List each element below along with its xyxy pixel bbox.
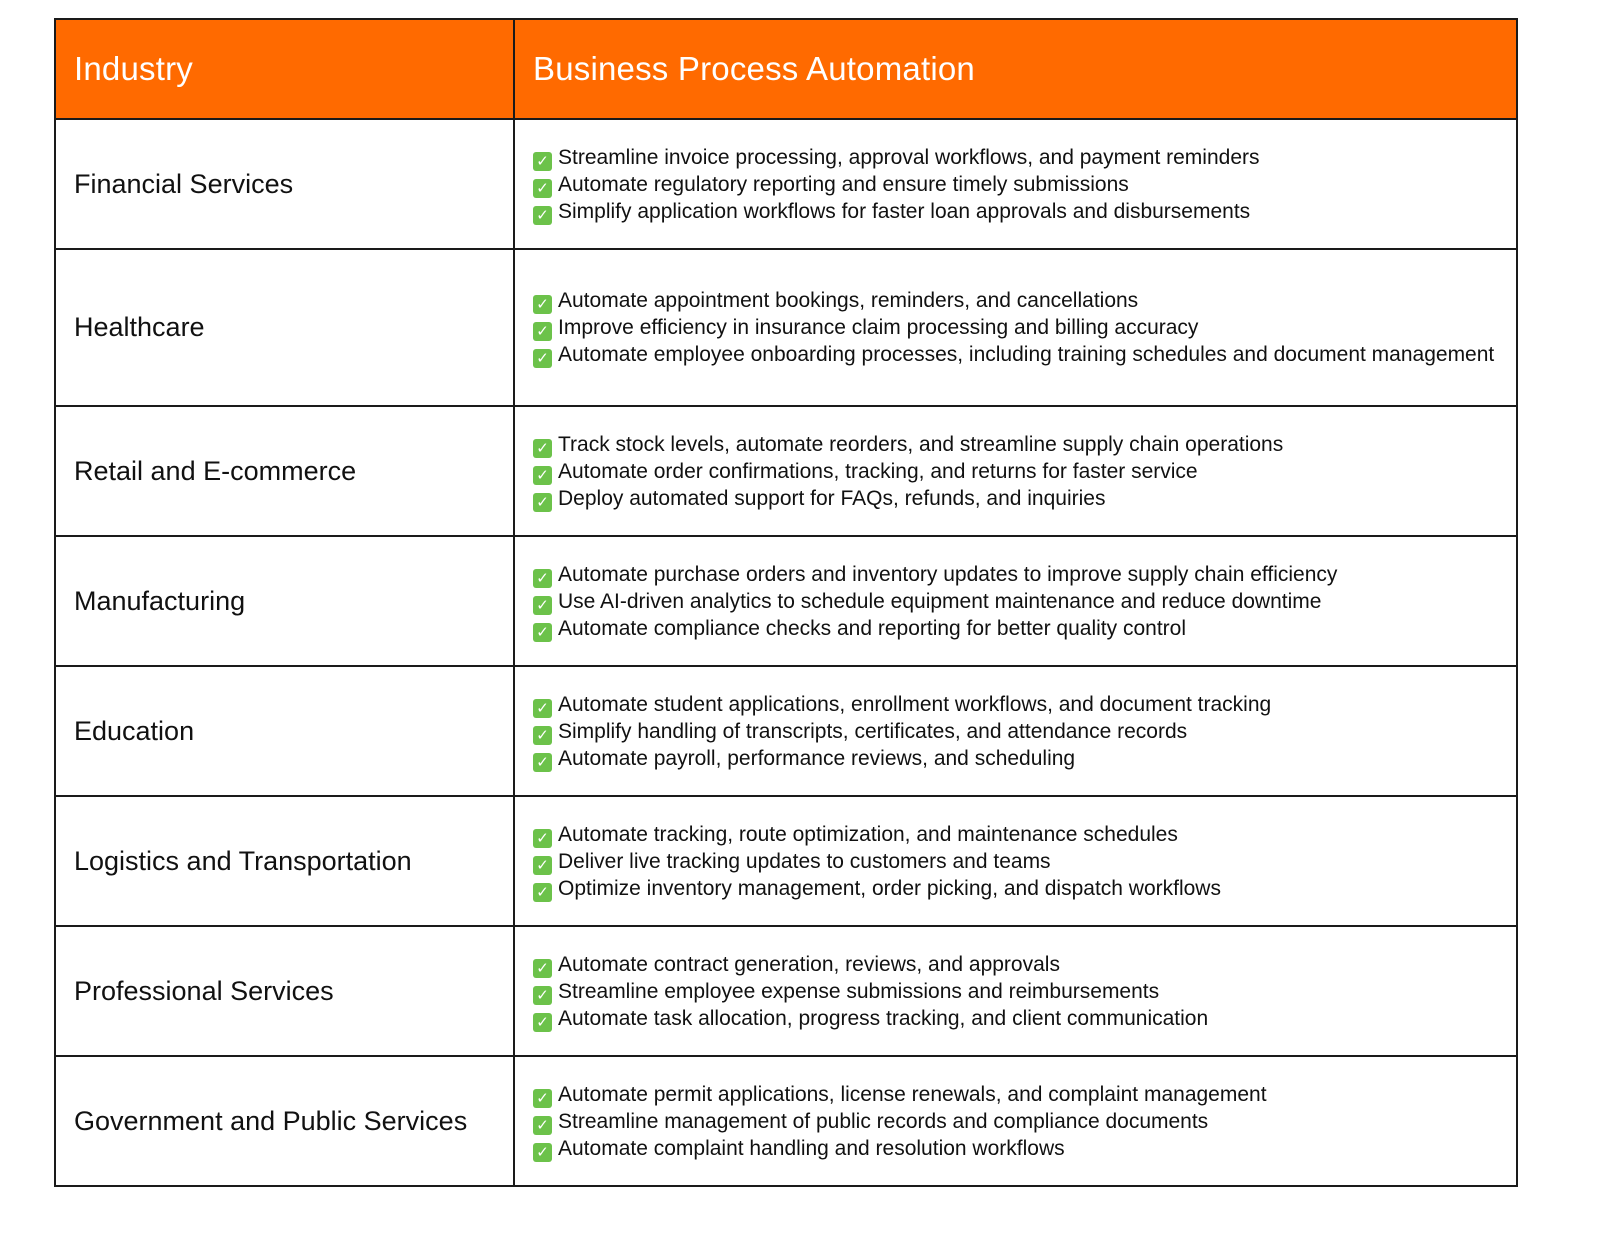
table-row	[55, 926, 1517, 1056]
item-text: Automate tracking, route optimization, and maintenance schedules	[558, 822, 1178, 846]
automation-cell	[514, 1056, 1517, 1186]
automation-cell	[514, 536, 1517, 666]
list-item	[533, 1081, 1498, 1108]
item-text: Automate contract generation, reviews, and approvals	[558, 952, 1060, 976]
automation-cell	[514, 119, 1517, 249]
industry-cell: Financial Services	[55, 119, 514, 249]
table-row	[55, 1056, 1517, 1186]
check-mark-icon: ✓	[533, 179, 552, 198]
table-body	[55, 119, 1517, 1186]
item-text: Automate purchase orders and inventory updates to improve supply chain efficiency	[558, 562, 1338, 586]
item-text: Streamline employee expense submissions and reimbursements	[558, 979, 1160, 1003]
table-row	[55, 119, 1517, 249]
item-text: Automate payroll, performance reviews, and scheduling	[558, 746, 1076, 770]
item-text: Track stock levels, automate reorders, and streamline supply chain operations	[558, 432, 1284, 456]
check-mark-icon: ✓	[533, 1116, 552, 1135]
list-item	[533, 1005, 1498, 1032]
item-text: Optimize inventory management, order picking, and dispatch workflows	[558, 876, 1221, 900]
check-mark-icon: ✓	[533, 623, 552, 642]
item-text: Automate permit applications, license renewals, and complaint management	[558, 1082, 1267, 1106]
list-item	[533, 821, 1498, 848]
check-mark-icon: ✓	[533, 883, 552, 902]
industry-automation-table	[54, 18, 1518, 1187]
item-text: Deliver live tracking updates to customers and teams	[558, 849, 1051, 873]
item-text: Automate compliance checks and reporting for better quality control	[558, 616, 1187, 640]
check-mark-icon: ✓	[533, 206, 552, 225]
item-text: Automate regulatory reporting and ensure timely submissions	[558, 172, 1129, 196]
check-mark-icon: ✓	[533, 1013, 552, 1032]
check-mark-icon: ✓	[533, 596, 552, 615]
list-item	[533, 978, 1498, 1005]
check-mark-icon: ✓	[533, 439, 552, 458]
table-row	[55, 666, 1517, 796]
item-text: Automate order confirmations, tracking, and returns for faster service	[558, 459, 1198, 483]
item-text: Automate complaint handling and resolution workflows	[558, 1136, 1065, 1160]
list-item	[533, 951, 1498, 978]
check-mark-icon: ✓	[533, 753, 552, 772]
list-item	[533, 691, 1498, 718]
automation-cell	[514, 796, 1517, 926]
industry-cell: Logistics and Transportation	[55, 796, 514, 926]
item-text: Simplify application workflows for faster loan approvals and disbursements	[558, 199, 1251, 223]
automation-cell	[514, 926, 1517, 1056]
check-mark-icon: ✓	[533, 152, 552, 171]
list-item	[533, 561, 1498, 588]
check-mark-icon: ✓	[533, 295, 552, 314]
item-text: Use AI-driven analytics to schedule equipment maintenance and reduce downtime	[558, 589, 1322, 613]
item-text: Simplify handling of transcripts, certificates, and attendance records	[558, 719, 1188, 743]
item-text: Streamline invoice processing, approval workflows, and payment reminders	[558, 145, 1260, 169]
list-item	[533, 198, 1498, 225]
item-text: Improve efficiency in insurance claim processing and billing accuracy	[558, 316, 1199, 339]
list-item	[533, 745, 1498, 772]
industry-cell: Government and Public Services	[55, 1056, 514, 1186]
list-item	[533, 615, 1498, 642]
table-row	[55, 536, 1517, 666]
automation-table-container	[54, 18, 1516, 1187]
header-business-process-automation: Business Process Automation	[514, 19, 1517, 119]
check-mark-icon: ✓	[533, 856, 552, 875]
automation-cell	[514, 406, 1517, 536]
check-mark-icon: ✓	[533, 829, 552, 848]
industry-cell: Manufacturing	[55, 536, 514, 666]
list-item	[533, 485, 1498, 512]
automation-cell	[514, 249, 1517, 406]
check-mark-icon: ✓	[533, 493, 552, 512]
check-mark-icon: ✓	[533, 322, 552, 341]
industry-cell: Retail and E-commerce	[55, 406, 514, 536]
list-item	[533, 1135, 1498, 1162]
table-row	[55, 249, 1517, 406]
item-text: Streamline management of public records and compliance documents	[558, 1109, 1209, 1133]
industry-cell: Professional Services	[55, 926, 514, 1056]
check-mark-icon: ✓	[533, 986, 552, 1005]
check-mark-icon: ✓	[533, 349, 552, 368]
header-row	[55, 19, 1517, 119]
list-item	[533, 718, 1498, 745]
check-mark-icon: ✓	[533, 959, 552, 978]
list-item	[533, 848, 1498, 875]
table-header	[55, 19, 1517, 119]
check-mark-icon: ✓	[533, 699, 552, 718]
table-row	[55, 406, 1517, 536]
item-text: Automate task allocation, progress tracking, and client communication	[558, 1006, 1209, 1030]
list-item	[533, 431, 1498, 458]
list-item	[533, 1108, 1498, 1135]
automation-cell	[514, 666, 1517, 796]
industry-cell: Healthcare	[55, 249, 514, 406]
item-text: Automate student applications, enrollment workflows, and document tracking	[558, 692, 1272, 716]
item-text: Automate appointment bookings, reminders, and cancellations	[558, 289, 1139, 312]
list-item	[533, 875, 1498, 902]
industry-cell: Education	[55, 666, 514, 796]
check-mark-icon: ✓	[533, 569, 552, 588]
list-item	[533, 588, 1498, 615]
item-text: Automate employee onboarding processes, including training schedules and document management	[558, 343, 1495, 366]
check-mark-icon: ✓	[533, 1143, 552, 1162]
list-item	[533, 458, 1498, 485]
list-item	[533, 341, 1498, 368]
list-item	[533, 144, 1498, 171]
list-item	[533, 314, 1498, 341]
item-text: Deploy automated support for FAQs, refunds, and inquiries	[558, 486, 1106, 510]
check-mark-icon: ✓	[533, 466, 552, 485]
list-item	[533, 287, 1498, 314]
check-mark-icon: ✓	[533, 1089, 552, 1108]
table-row	[55, 796, 1517, 926]
list-item	[533, 171, 1498, 198]
header-industry: Industry	[55, 19, 514, 119]
check-mark-icon: ✓	[533, 726, 552, 745]
